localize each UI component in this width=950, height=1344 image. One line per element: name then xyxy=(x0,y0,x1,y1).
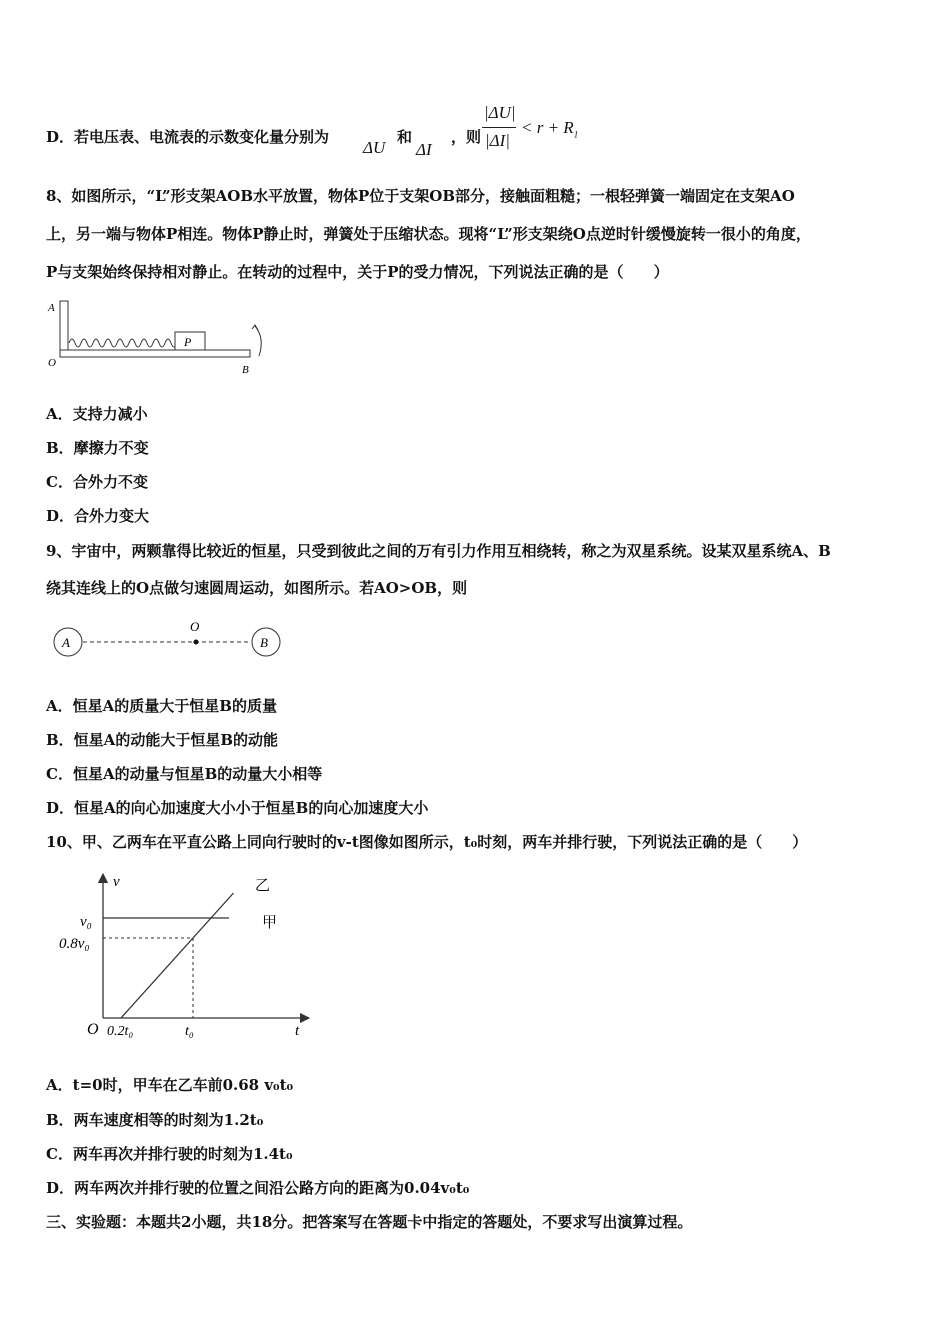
label-b: B xyxy=(242,364,249,376)
label-p: P xyxy=(184,335,192,349)
star-label-b: B xyxy=(260,635,268,650)
then-text: ，则 xyxy=(451,128,482,146)
q8-line3: P与支架始终保持相对静止。在转动的过程中，关于P的受力情况，下列说法正确的是（ ） xyxy=(46,263,669,281)
q9-line1: 9、宇宙中，两颗靠得比较近的恒星，只受到彼此之间的万有引力作用互相绕转，称之为双星系统。设某双星系统A、B xyxy=(46,542,831,560)
star-label-a: A xyxy=(62,635,70,650)
q9-option-b: B．恒星A的动能大于恒星B的动能 xyxy=(46,731,278,749)
l-bracket-figure xyxy=(42,293,272,378)
q10-option-b: B．两车速度相等的时刻为1.2t₀ xyxy=(46,1111,264,1129)
tick-08v0: 0.8v₀ xyxy=(59,936,90,952)
q9-option-a: A．恒星A的质量大于恒星B的质量 xyxy=(46,697,277,715)
q7-option-d-prefix: D．若电压表、电流表的示数变化量分别为 xyxy=(46,128,330,146)
section-3-heading: 三、实验题：本题共2小题，共18分。把答案写在答题卡中指定的答题处，不要求写出演算过程。 xyxy=(46,1213,693,1231)
tick-t0: t₀ xyxy=(185,1024,194,1039)
q8-line2: 上，另一端与物体P相连。物体P静止时，弹簧处于压缩状态。现将“L”形支架绕O点逆时针缓慢旋转一很小的角度， xyxy=(46,225,811,243)
q9-option-d: D．恒星A的向心加速度大小小于恒星B的向心加速度大小 xyxy=(46,799,429,817)
tick-v0: v₀ xyxy=(80,914,92,930)
center-label-o: O xyxy=(190,619,200,634)
rhs-sub: 1 xyxy=(573,129,579,140)
q8-option-b: B．摩擦力不变 xyxy=(46,439,149,457)
center-o xyxy=(194,640,199,645)
arrow-head xyxy=(252,325,258,330)
tick-02t0: 0.2t₀ xyxy=(107,1024,134,1039)
rhs xyxy=(521,118,578,139)
v-axis-label: v xyxy=(113,874,120,890)
vt-graph xyxy=(55,868,315,1043)
label-o: O xyxy=(48,357,56,369)
rotation-arrow xyxy=(255,326,261,356)
q8-option-a: A．支持力减小 xyxy=(46,405,148,423)
bracket-vertical xyxy=(60,301,68,356)
q8-option-c: C．合外力不变 xyxy=(46,473,148,491)
q8-line1: 8、如图所示，“L”形支架AOB水平放置，物体P位于支架OB部分，接触面粗糙；一根轻弹簧一端固定在支架AO xyxy=(46,187,795,205)
and-text: 和 xyxy=(397,128,413,146)
rhs-text: < r + R xyxy=(521,118,574,137)
label-jia: 甲 xyxy=(262,913,278,931)
label-a: A xyxy=(48,302,55,314)
q10-line1: 10、甲、乙两车在平直公路上同向行驶时的v-t图像如图所示，t₀时刻，两车并排行驶，下列说法正确的是（ ） xyxy=(46,833,808,851)
q10-option-c: C．两车再次并排行驶的时刻为1.4t₀ xyxy=(46,1145,293,1163)
bracket-horizontal xyxy=(60,350,250,357)
q7-option-d xyxy=(46,127,329,147)
frac-denominator: |ΔI| xyxy=(485,131,510,150)
t-axis-label: t xyxy=(295,1023,300,1039)
q10-option-d: D．两车两次并排行驶的位置之间沿公路方向的距离为0.04v₀t₀ xyxy=(46,1179,470,1197)
q10-option-a: A．t=0时，甲车在乙车前0.68 v₀t₀ xyxy=(46,1076,294,1094)
frac-numerator: |ΔU| xyxy=(484,103,516,122)
series-yi-line xyxy=(121,893,234,1018)
q9-line2: 绕其连线上的O点做匀速圆周运动，如图所示。若AO>OB，则 xyxy=(46,579,468,597)
origin-label: O xyxy=(87,1021,99,1038)
fraction-bar xyxy=(482,127,516,128)
delta-u: ΔU xyxy=(363,138,386,157)
label-yi: 乙 xyxy=(255,876,271,894)
binary-star-figure xyxy=(48,615,293,665)
delta-i: ΔI xyxy=(416,140,432,159)
q9-option-c: C．恒星A的动量与恒星B的动量大小相等 xyxy=(46,765,323,783)
q8-option-d: D．合外力变大 xyxy=(46,507,150,525)
